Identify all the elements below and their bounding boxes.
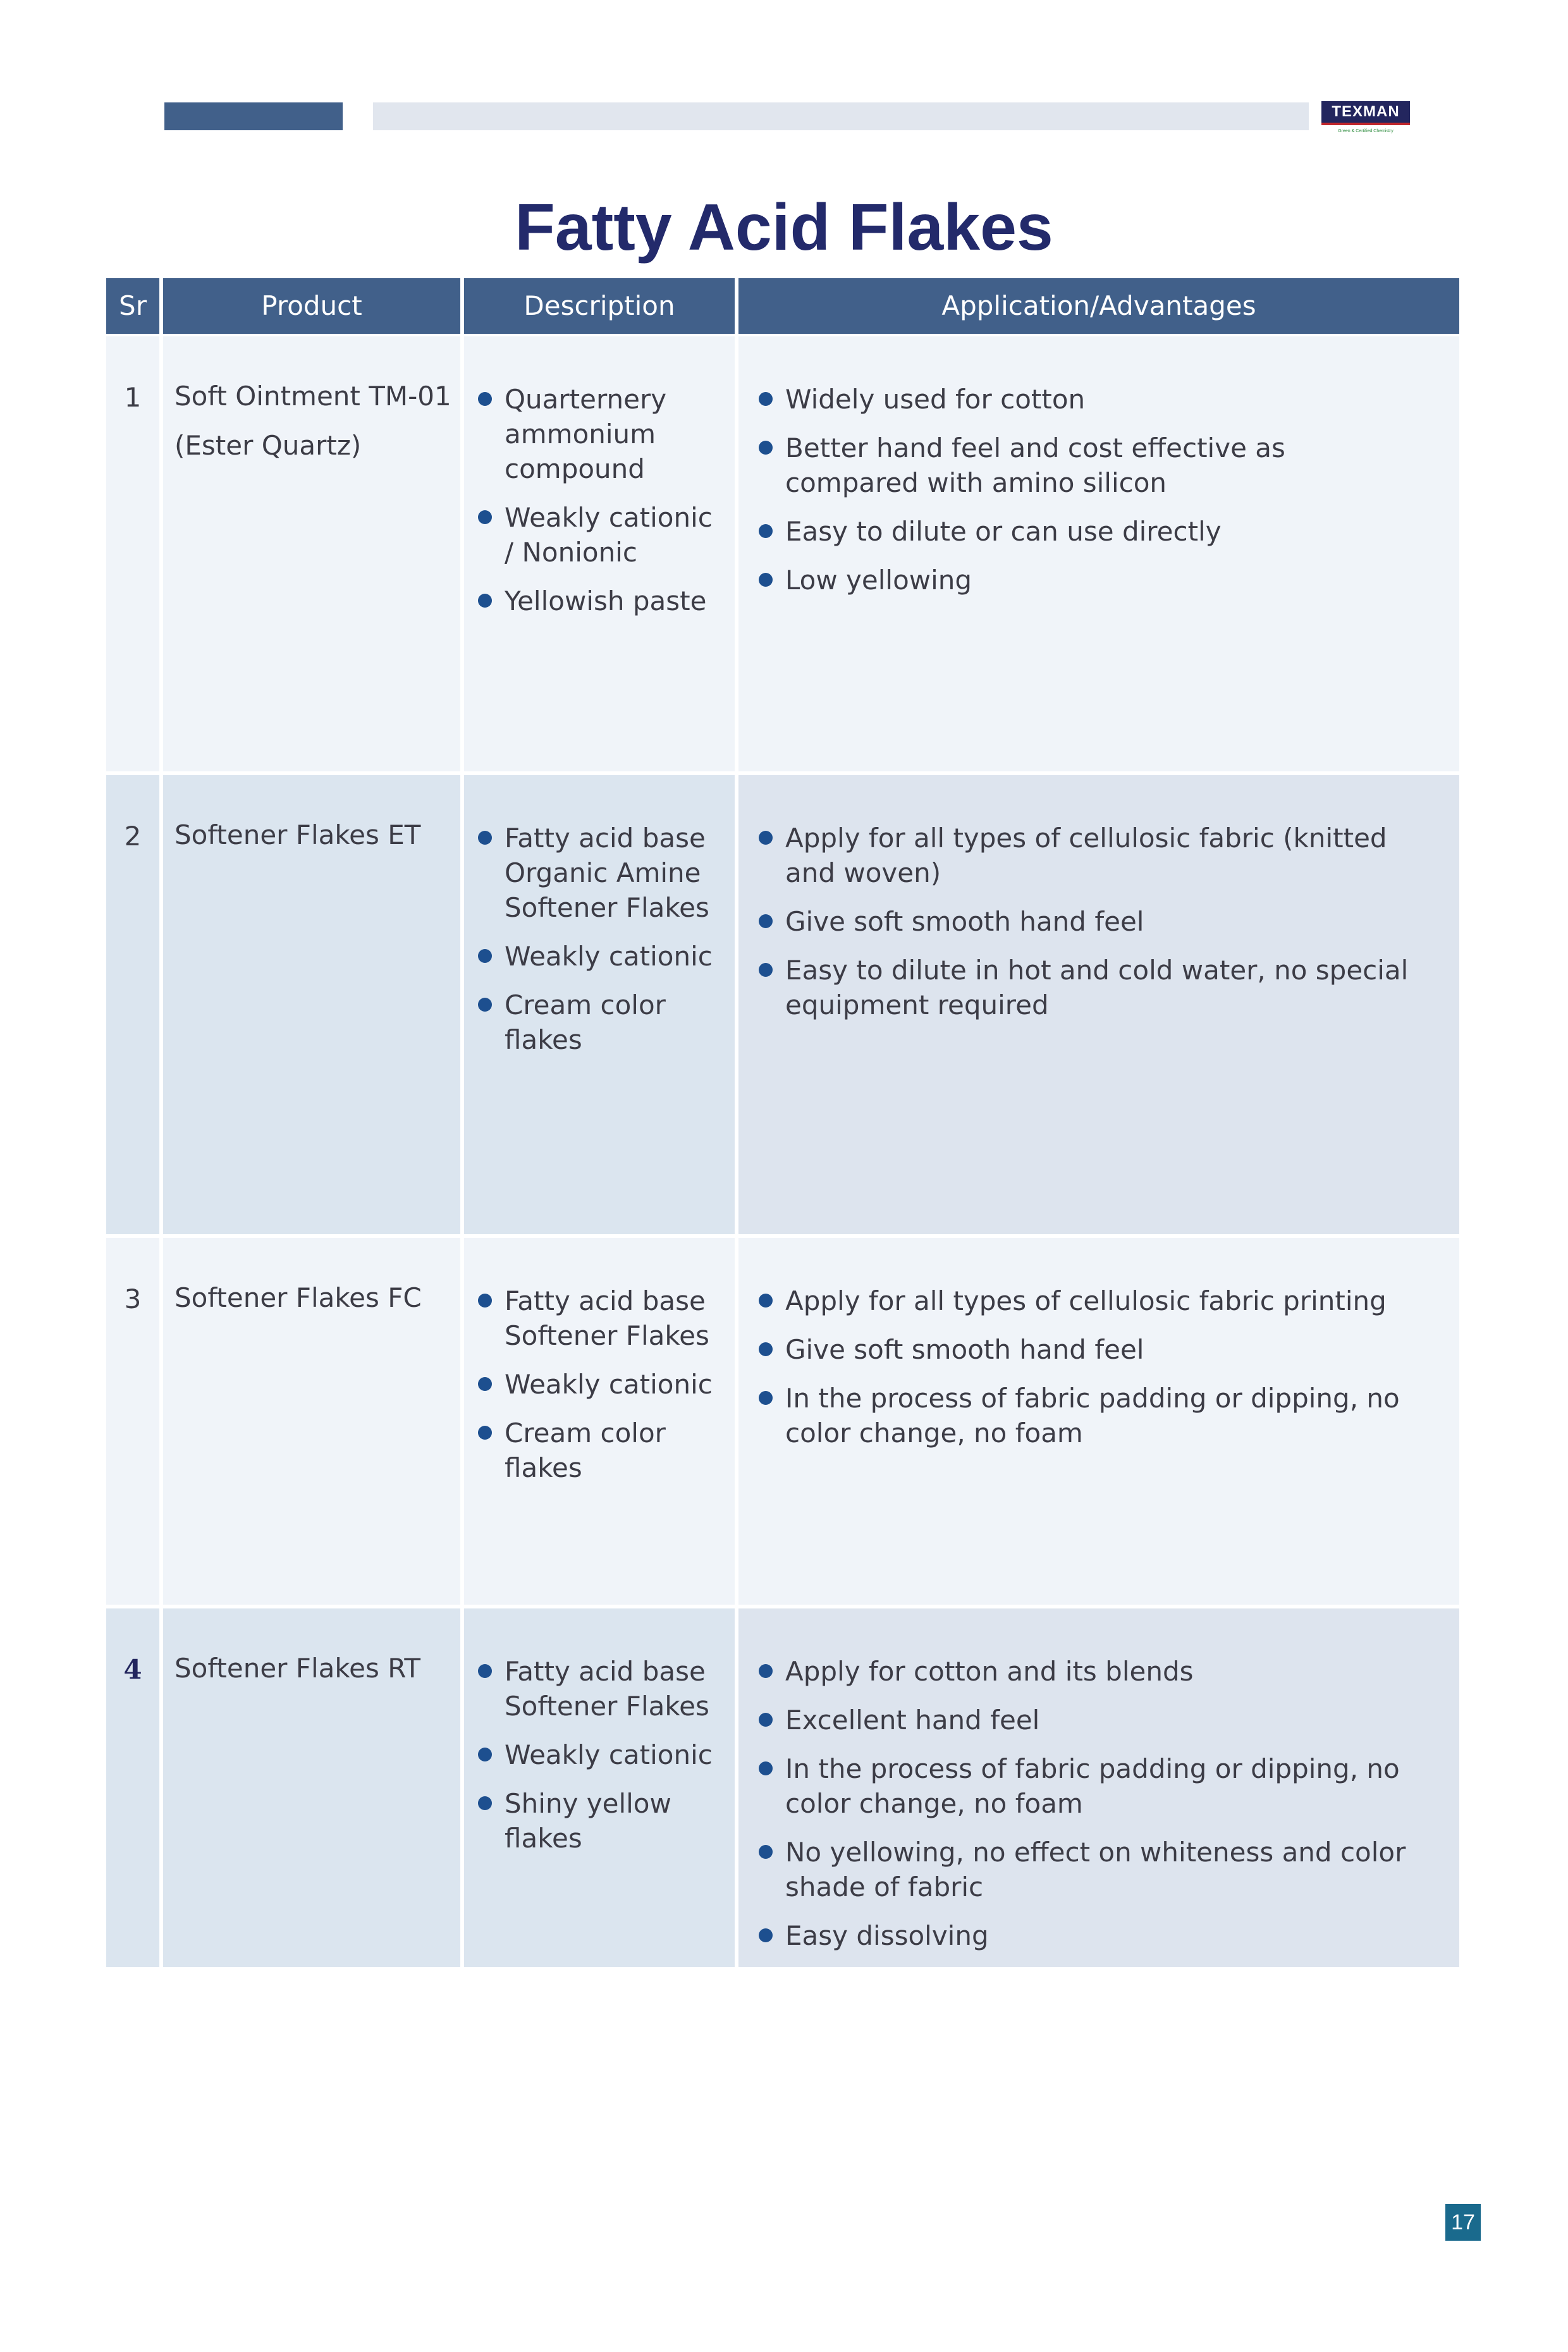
list-item: Apply for all types of cellulosic fabric printing xyxy=(757,1283,1421,1318)
bullet-icon xyxy=(478,998,492,1012)
list-item: Shiny yellow flakes xyxy=(477,1786,723,1856)
logo-underline xyxy=(1321,123,1410,125)
bullet-icon xyxy=(478,594,492,608)
list-item: Fatty acid base Organic Amine Softener Flakes xyxy=(477,821,723,925)
header-divider-bar xyxy=(373,102,1309,130)
bullet-icon xyxy=(759,1761,773,1775)
list-item: Weakly cationic / Nonionic xyxy=(477,500,723,570)
list-item: In the process of fabric padding or dipping, no color change, no foam xyxy=(757,1751,1421,1821)
bullet-icon xyxy=(759,1928,773,1942)
table-row xyxy=(106,1608,1461,1965)
product-name: Softener Flakes FC xyxy=(175,1282,422,1313)
product-subname: (Ester Quartz) xyxy=(175,430,362,461)
list-item: Apply for cotton and its blends xyxy=(757,1654,1421,1689)
row-applications xyxy=(738,775,1459,1234)
bullet-icon xyxy=(759,1713,773,1727)
bullet-icon xyxy=(759,441,773,455)
list-item: No yellowing, no effect on whiteness and color shade of fabric xyxy=(757,1835,1421,1904)
row-sr: 3 xyxy=(106,1238,159,1605)
row-description xyxy=(464,336,735,771)
bullet-icon xyxy=(759,392,773,406)
list-item: Yellowish paste xyxy=(477,584,723,618)
row-description xyxy=(464,775,735,1234)
row-applications xyxy=(738,1238,1459,1605)
product-name: Softener Flakes ET xyxy=(175,819,421,850)
bullet-icon xyxy=(759,914,773,928)
column-header-application: Application/Advantages xyxy=(738,278,1459,334)
bullet-icon xyxy=(759,1294,773,1308)
table-row xyxy=(106,1238,1461,1605)
row-description xyxy=(464,1608,735,1967)
list-item: Low yellowing xyxy=(757,563,1421,597)
column-header-product: Product xyxy=(163,278,460,334)
page-title: Fatty Acid Flakes xyxy=(515,191,1053,264)
bullet-icon xyxy=(759,963,773,977)
bullet-icon xyxy=(759,1391,773,1405)
bullet-icon xyxy=(478,1294,492,1308)
list-item: Easy dissolving xyxy=(757,1918,1421,1953)
row-product xyxy=(163,336,460,771)
row-sr xyxy=(106,1608,159,1967)
bullet-icon xyxy=(759,1664,773,1678)
row-product xyxy=(163,1238,460,1605)
table-row xyxy=(106,336,1461,771)
bullet-icon xyxy=(478,831,492,845)
list-item: Fatty acid base Softener Flakes xyxy=(477,1283,723,1353)
brand-logo xyxy=(1321,101,1410,139)
list-item: Quarternery ammonium compound xyxy=(477,382,723,486)
row-product xyxy=(163,1608,460,1967)
list-item: Easy to dilute or can use directly xyxy=(757,514,1421,549)
list-item: Weakly cationic xyxy=(477,939,723,974)
list-item: Cream color flakes xyxy=(477,1416,723,1485)
bullet-icon xyxy=(478,510,492,524)
list-item: Apply for all types of cellulosic fabric (knitted and woven) xyxy=(757,821,1421,890)
bullet-icon xyxy=(478,949,492,963)
column-header-sr: Sr xyxy=(106,278,159,334)
list-item: Weakly cationic xyxy=(477,1367,723,1402)
list-item: Fatty acid base Softener Flakes xyxy=(477,1654,723,1724)
row-applications xyxy=(738,1608,1459,1967)
bullet-icon xyxy=(759,1845,773,1859)
header-accent-bar xyxy=(164,102,343,130)
table-row xyxy=(106,775,1461,1234)
bullet-icon xyxy=(478,1377,492,1391)
product-table xyxy=(106,278,1461,1969)
bullet-icon xyxy=(478,1748,492,1761)
page-number: 17 xyxy=(1445,2204,1481,2241)
bullet-icon xyxy=(478,1426,492,1440)
row-sr-value: 4 xyxy=(123,1654,142,1685)
logo-wordmark: TEXMAN xyxy=(1321,101,1410,123)
row-sr: 2 xyxy=(106,775,159,1234)
list-item: Give soft smooth hand feel xyxy=(757,904,1421,939)
list-item: Widely used for cotton xyxy=(757,382,1421,417)
list-item: Weakly cationic xyxy=(477,1737,723,1772)
bullet-icon xyxy=(478,1664,492,1678)
bullet-icon xyxy=(759,831,773,845)
list-item: Better hand feel and cost effective as compared with amino silicon xyxy=(757,431,1421,500)
list-item: Easy to dilute in hot and cold water, no special equipment required xyxy=(757,953,1421,1022)
bullet-icon xyxy=(478,1796,492,1810)
list-item: In the process of fabric padding or dipping, no color change, no foam xyxy=(757,1381,1421,1450)
row-product xyxy=(163,775,460,1234)
bullet-icon xyxy=(759,1342,773,1356)
list-item: Give soft smooth hand feel xyxy=(757,1332,1421,1367)
list-item: Excellent hand feel xyxy=(757,1703,1421,1737)
bullet-icon xyxy=(759,573,773,587)
product-name: Soft Ointment TM-01 xyxy=(175,381,451,412)
column-header-description: Description xyxy=(464,278,735,334)
row-sr: 1 xyxy=(106,336,159,771)
row-description xyxy=(464,1238,735,1605)
bullet-icon xyxy=(478,392,492,406)
bullet-icon xyxy=(759,524,773,538)
table-header-row xyxy=(106,278,1461,334)
product-name: Softener Flakes RT xyxy=(175,1653,421,1684)
list-item: Cream color flakes xyxy=(477,988,723,1057)
row-applications xyxy=(738,336,1459,771)
logo-tagline: Green & Certified Chemistry xyxy=(1338,129,1393,133)
